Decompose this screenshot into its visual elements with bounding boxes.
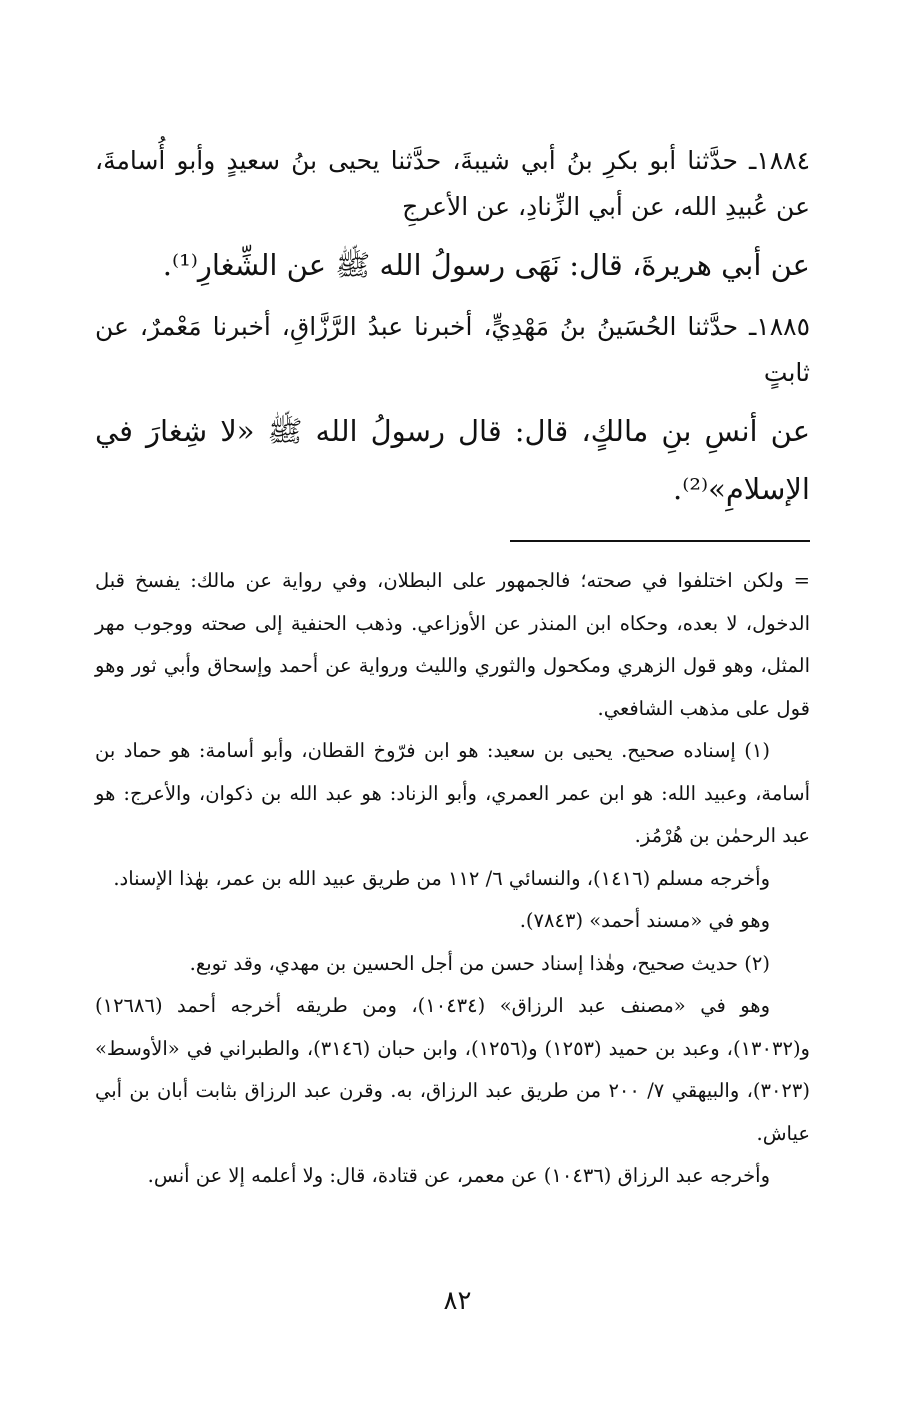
footnote-continuation: = ولكن اختلفوا في صحته؛ فالجمهور على البطلان، وفي رواية عن مالك: يفسخ قبل الدخول، لا بعده، وحكاه ابن المنذر عن الأوزاعي. وذهب الحنفية إلى صحته ووجوب مهر المثل، وهو قول الزهري ومكحول والثوري والليث ورواية عن أحمد وإسحاق وأبي ثور وهو قول على مذهب الشافعي. bbox=[95, 569, 810, 720]
hadith-1884-chain: ١٨٨٤ـ حدَّثنا أبو بكرِ بنُ أبي شيبةَ، حدَّثنا يحيى بنُ سعيدٍ وأبو أُسامةَ، عن عُبيدِ الله، عن أبي الزِّنادِ، عن الأعرجِ bbox=[95, 146, 810, 221]
footnote-1: (١) إسناده صحيح. يحيى بن سعيد: هو ابن فرّوخ القطان، وأبو أسامة: هو حماد بن أسامة، وعبيد الله: هو ابن عمر العمري، وأبو الزناد: هو عبد الله بن ذكوان، والأعرج: هو عبد الرحمٰن بن هُرْمُز. bbox=[95, 739, 810, 847]
hadith-1885-matn: عن أنسِ بنِ مالكٍ، قال: قال رسولُ الله ﷺ «لا شِغارَ في الإسلامِ»⁽²⁾. bbox=[95, 414, 810, 506]
main-text bbox=[95, 138, 810, 518]
page-number: ٨٢ bbox=[443, 1286, 472, 1316]
page-content bbox=[95, 120, 810, 1198]
footnote-1-takhrij: وأخرجه مسلم (١٤١٦)، والنسائي ٦/ ١١٢ من طريق عبيد الله بن عمر، بهٰذا الإسناد. bbox=[113, 866, 770, 890]
hadith-1885-chain: ١٨٨٥ـ حدَّثنا الحُسَينُ بنُ مَهْدِيٍّ، أخبرنا عبدُ الرَّزَّاقِ، أخبرنا مَعْمرٌ، عن ثابتٍ bbox=[95, 312, 810, 387]
footnote-2: (٢) حديث صحيح، وهٰذا إسناد حسن من أجل الحسين بن مهدي، وقد توبع. bbox=[189, 951, 770, 975]
footnote-2-extra: وأخرجه عبد الرزاق (١٠٤٣٦) عن معمر، عن قتادة، قال: ولا أعلمه إلا عن أنس. bbox=[147, 1164, 770, 1187]
footnotes bbox=[95, 560, 810, 1198]
footnote-separator bbox=[510, 540, 810, 542]
footnote-1-musnad: وهو في «مسند أحمد» (٧٨٤٣). bbox=[519, 909, 770, 932]
footnote-2-takhrij: وهو في «مصنف عبد الرزاق» (١٠٤٣٤)، ومن طريقه أخرجه أحمد (١٢٦٨٦) و(١٣٠٣٢)، وعبد بن حميد (١٢٥٣) و(١٢٥٦)، وابن حبان (٣١٤٦)، والطبراني في «الأوسط» (٣٠٢٣)، والبيهقي ٧/ ٢٠٠ من طريق عبد الرزاق، به. وقرن عبد الرزاق بثابت أبان بن أبي عياش. bbox=[95, 994, 810, 1145]
hadith-1884-matn: عن أبي هريرةَ، قال: نَهَى رسولُ الله ﷺ عن الشِّغارِ⁽¹⁾. bbox=[162, 248, 810, 282]
